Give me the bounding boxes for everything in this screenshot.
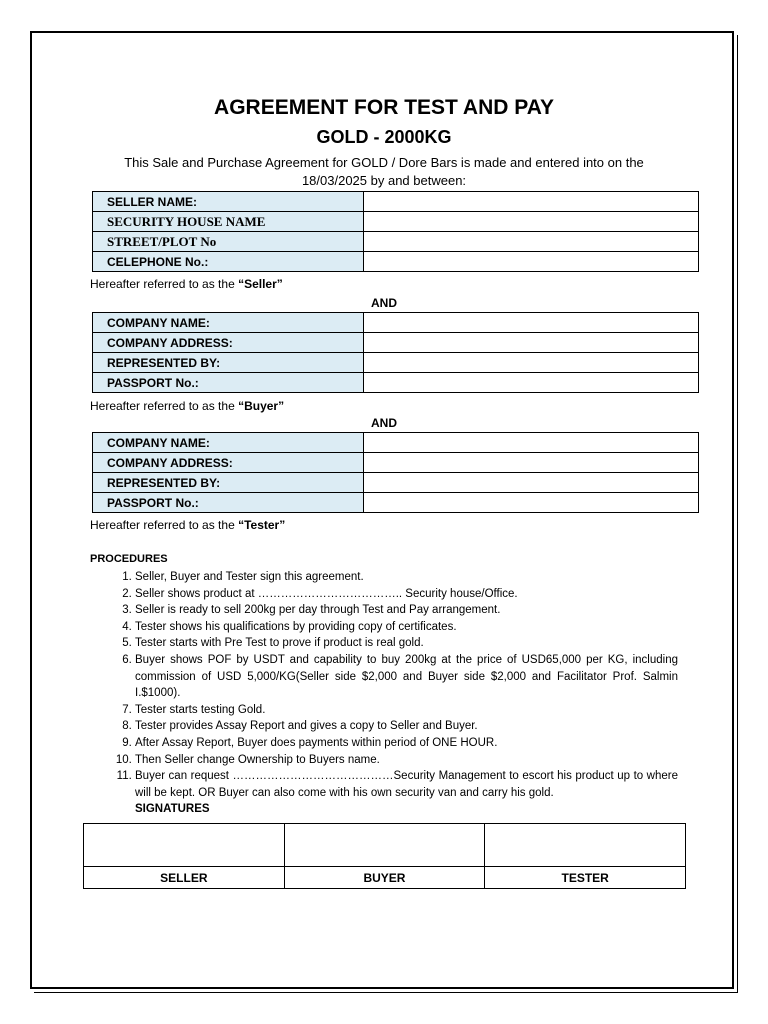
field-label: PASSPORT No.: <box>93 373 364 393</box>
seller-signature-box[interactable] <box>84 824 285 867</box>
list-item: 8. Tester provides Assay Report and gives a copy to Seller and Buyer. <box>135 718 678 735</box>
field-label: REPRESENTED BY: <box>93 473 364 493</box>
field-label: COMPANY NAME: <box>93 433 364 453</box>
field-value[interactable] <box>364 252 699 272</box>
signature-space-row <box>84 824 686 867</box>
list-item: 11. Buyer can request ……………………………………Security Management to escort his product up to where will be kept. OR Buyer can also come with his own security van and carry his gold. <box>135 768 678 801</box>
table-row <box>93 212 699 232</box>
buyer-reference <box>90 399 284 413</box>
field-value[interactable] <box>364 433 699 453</box>
and-separator: AND <box>371 296 397 310</box>
field-value[interactable] <box>364 232 699 252</box>
field-value[interactable] <box>364 192 699 212</box>
buyer-signature-label: BUYER <box>284 867 485 889</box>
field-value[interactable] <box>364 373 699 393</box>
seller-table <box>92 191 699 272</box>
field-value[interactable] <box>364 313 699 333</box>
field-label: PASSPORT No.: <box>93 493 364 513</box>
table-row <box>93 252 699 272</box>
procedures-heading: PROCEDURES <box>90 553 168 565</box>
table-row <box>93 373 699 393</box>
document-title: AGREEMENT FOR TEST AND PAY <box>214 96 554 119</box>
reference-role: “Buyer” <box>238 399 285 413</box>
table-row <box>93 353 699 373</box>
and-separator: AND <box>371 416 397 430</box>
field-value[interactable] <box>364 353 699 373</box>
field-value[interactable] <box>364 493 699 513</box>
reference-role: “Seller” <box>238 277 283 291</box>
field-value[interactable] <box>364 453 699 473</box>
table-row <box>93 473 699 493</box>
list-item: 3. Seller is ready to sell 200kg per day through Test and Pay arrangement. <box>135 602 678 619</box>
table-row <box>93 192 699 212</box>
reference-role: “Tester” <box>238 518 286 532</box>
list-item: 1. Seller, Buyer and Tester sign this agreement. <box>135 569 678 586</box>
list-item: 9. After Assay Report, Buyer does payments within period of ONE HOUR. <box>135 735 678 752</box>
buyer-table <box>92 312 699 393</box>
tester-reference <box>90 518 285 532</box>
tester-table <box>92 432 699 513</box>
table-row <box>93 232 699 252</box>
intro-paragraph: This Sale and Purchase Agreement for GOLD / Dore Bars is made and entered into on the 18/03/2025 by and between: <box>124 155 644 188</box>
table-row <box>93 333 699 353</box>
list-item: 2. Seller shows product at ……………………………….. Security house/Office. <box>135 586 678 603</box>
signatures-heading: SIGNATURES <box>135 803 210 815</box>
reference-text: Hereafter referred to as the <box>90 277 239 291</box>
field-label: SELLER NAME: <box>93 192 364 212</box>
buyer-signature-box[interactable] <box>284 824 485 867</box>
table-row <box>93 433 699 453</box>
seller-reference <box>90 277 283 291</box>
list-item: 6. Buyer shows POF by USDT and capability to buy 200kg at the price of USD65,000 per KG, including commission of USD 5,000/KG(Seller side $2,000 and Buyer side $2,000 and Facilitator Prof. Salmin I.$1000). <box>135 652 678 702</box>
field-value[interactable] <box>364 473 699 493</box>
seller-signature-label: SELLER <box>84 867 285 889</box>
table-row <box>93 313 699 333</box>
reference-text: Hereafter referred to as the <box>90 518 239 532</box>
table-row <box>93 493 699 513</box>
reference-text: Hereafter referred to as the <box>90 399 239 413</box>
field-label: REPRESENTED BY: <box>93 353 364 373</box>
field-value[interactable] <box>364 212 699 232</box>
field-label: COMPANY ADDRESS: <box>93 333 364 353</box>
signature-names-row <box>84 867 686 889</box>
list-item: 5. Tester starts with Pre Test to prove if product is real gold. <box>135 635 678 652</box>
tester-signature-label: TESTER <box>485 867 686 889</box>
field-label: SECURITY HOUSE NAME <box>93 212 364 232</box>
procedures-list <box>90 569 678 801</box>
signatures-table <box>83 823 686 889</box>
table-row <box>93 453 699 473</box>
field-value[interactable] <box>364 333 699 353</box>
tester-signature-box[interactable] <box>485 824 686 867</box>
field-label: STREET/PLOT No <box>93 232 364 252</box>
list-item: 7. Tester starts testing Gold. <box>135 702 678 719</box>
document-subtitle: GOLD - 2000KG <box>316 127 452 147</box>
list-item: 4. Tester shows his qualifications by providing copy of certificates. <box>135 619 678 636</box>
field-label: COMPANY NAME: <box>93 313 364 333</box>
field-label: COMPANY ADDRESS: <box>93 453 364 473</box>
list-item: 10. Then Seller change Ownership to Buyers name. <box>135 752 678 769</box>
field-label: CELEPHONE No.: <box>93 252 364 272</box>
